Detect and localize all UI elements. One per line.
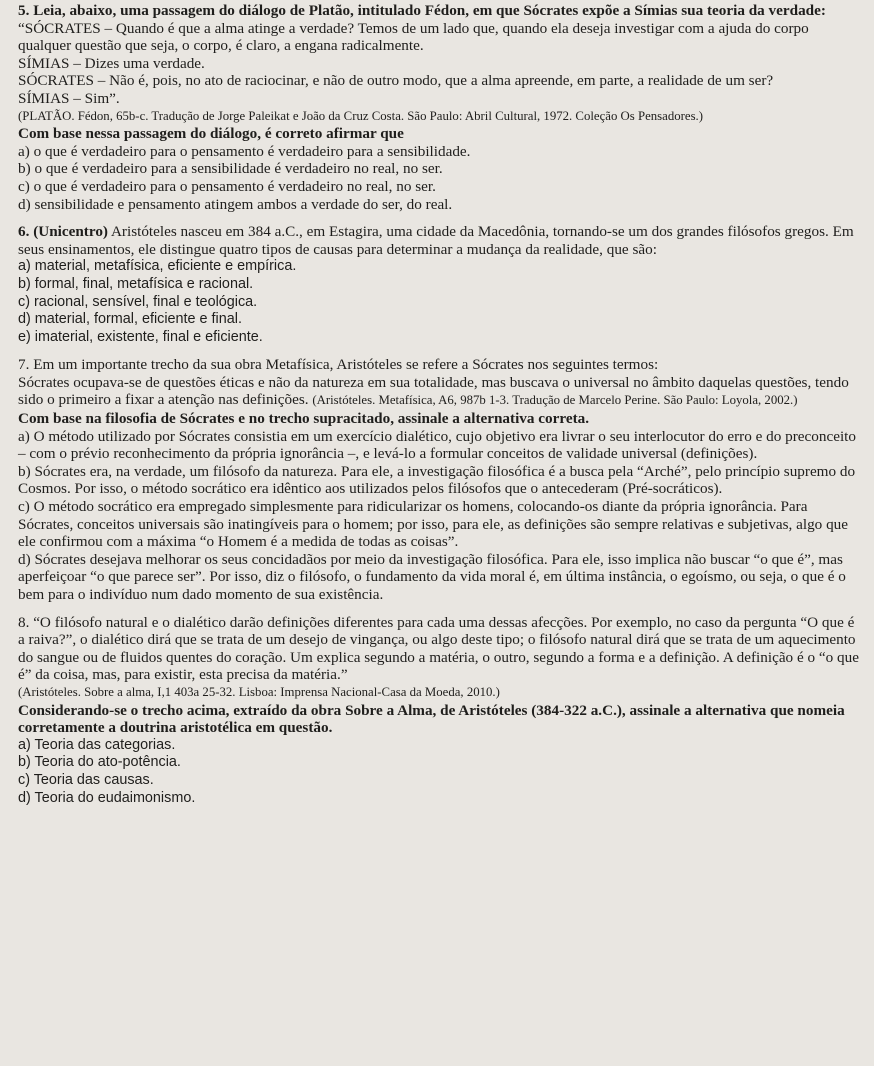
question-8 [18,614,864,808]
question-6-stem [18,223,864,258]
option-a[interactable]: a) O método utilizado por Sócrates consistia em um exercício dialético, cujo objetivo era livrar o seu interlocutor do erro e do preconceito – com o prévio reconhecimento da própria ignorância –, e levá-lo a formular conceitos de validade universal (definições). [18,427,856,463]
option-d[interactable]: d) sensibilidade e pensamento atingem ambos a verdade do ser, do real. [18,195,453,213]
option-d[interactable]: d) Teoria do eudaimonismo. [18,789,196,806]
option-b[interactable]: b) Teoria do ato-potência. [18,754,181,771]
question-7-quote [18,374,864,410]
question-7-intro: 7. Em um importante trecho da sua obra Metafísica, Aristóteles se refere a Sócrates nos seguintes termos: [18,356,659,374]
question-6 [18,223,864,346]
question-5 [18,2,864,213]
option-c[interactable]: c) o que é verdadeiro para o pensamento é verdadeiro no real, no ser. [18,177,436,195]
dialogue-line: “SÓCRATES – Quando é que a alma atinge a verdade? Temos de um lado que, quando ela deseja investigar com a ajuda do corpo qualquer questão que seja, o corpo, é claro, a engana radicalmente. [18,19,809,55]
option-b[interactable]: b) formal, final, metafísica e racional. [18,275,254,292]
option-d[interactable]: d) Sócrates desejava melhorar os seus concidadãos por meio da investigação filosófica. Para ele, isso implica não buscar “o que é”, mas aperfeiçoar “o que parece ser”. Por isso, diz o filósofo, o fundamento da vida moral é, em última instância, o egoísmo, ou seja, o que é o bem para o indivíduo num dado momento de sua existência. [18,550,846,603]
dialogue-line: SÍMIAS – Sim”. [18,89,120,107]
option-d[interactable]: d) material, formal, eficiente e final. [18,311,242,328]
question-6-text: Aristóteles nasceu em 384 a.C., em Estagira, uma cidade da Macedônia, tornando-se um dos grandes filósofos gregos. Em seus ensinamentos, ele distingue quatro tipos de causas para determinar a mudança da realidade, que são: [18,223,854,258]
question-8-quote: 8. “O filósofo natural e o dialético darão definições diferentes para cada uma dessas afecções. Por exemplo, no caso da pergunta “O que é a raiva?”, o dialético dirá que se trata de um desejo de vingança, ou algo deste tipo; o filósofo natural dirá que se trata de um aquecimento do sangue ou de fluidos quentes do coração. Um explica segundo a matéria, o outro, segundo a forma e a definição. A definição é o “o que é” da coisa, mas, para existir, esta precisa da matéria.” [18,613,859,684]
question-5-prompt: Com base nessa passagem do diálogo, é correto afirmar que [18,125,404,143]
dialogue-line: SÓCRATES – Não é, pois, no ato de raciocinar, e não de outro modo, que a alma apreende, em parte, a realidade de um ser? [18,72,774,90]
question-5-stem: 5. Leia, abaixo, uma passagem do diálogo de Platão, intitulado Fédon, em que Sócrates expõe a Símias sua teoria da verdade: [18,2,826,19]
option-c[interactable]: c) Teoria das causas. [18,771,154,788]
dialogue-line: SÍMIAS – Dizes uma verdade. [18,54,205,72]
option-e[interactable]: e) imaterial, existente, final e eficiente. [18,328,263,345]
option-a[interactable]: a) material, metafísica, eficiente e empírica. [18,258,297,275]
option-b[interactable]: b) Sócrates era, na verdade, um filósofo da natureza. Para ele, a investigação filosófica é a busca pela “Arché”, pelo princípio supremo do Cosmos. Por isso, o método socrático era idêntico aos utilizados pelos filósofos que o antecederam (Pré-socráticos). [18,462,856,498]
question-7-prompt: Com base na filosofia de Sócrates e no trecho supracitado, assinale a alternativa correta. [18,410,590,428]
question-8-reference: (Aristóteles. Sobre a alma, I,1 403a 25-32. Lisboa: Imprensa Nacional-Casa da Moeda, 2010.) [18,684,500,699]
question-7-quote-text: Sócrates ocupava-se de questões éticas e não da natureza em sua totalidade, mas buscava o universal no âmbito daquelas questões, tendo sido o primeiro a fixar a atenção nas definições. [18,373,849,409]
option-a[interactable]: a) Teoria das categorias. [18,736,176,753]
question-8-prompt: Considerando-se o trecho acima, extraído da obra Sobre a Alma, de Aristóteles (384-322 a.C.), assinale a alternativa que nomeia corretamente a doutrina aristotélica em questão. [18,701,845,737]
question-6-number: 6. (Unicentro) [18,223,108,241]
option-c[interactable]: c) O método socrático era empregado simplesmente para ridicularizar os homens, colocando-os diante da própria ignorância. Para Sócrates, conceitos universais são inatingíveis para o homem; por isso, para ele, as definições são sempre relativas e subjetivas, algo que ele confirmou com a máxima “o Homem é a medida de todas as coisas”. [18,498,849,551]
option-b[interactable]: b) o que é verdadeiro para a sensibilidade é verdadeiro no real, no ser. [18,160,443,178]
question-5-reference: (PLATÃO. Fédon, 65b-c. Tradução de Jorge Paleikat e João da Cruz Costa. São Paulo: Abril Cultural, 1972. Coleção Os Pensadores.) [18,108,704,123]
option-c[interactable]: c) racional, sensível, final e teológica. [18,293,258,310]
question-7-reference: (Aristóteles. Metafísica, A6, 987b 1-3. Tradução de Marcelo Perine. São Paulo: Loyola, 2002.) [312,393,798,408]
option-a[interactable]: a) o que é verdadeiro para o pensamento é verdadeiro para a sensibilidade. [18,142,471,160]
question-7 [18,356,864,603]
